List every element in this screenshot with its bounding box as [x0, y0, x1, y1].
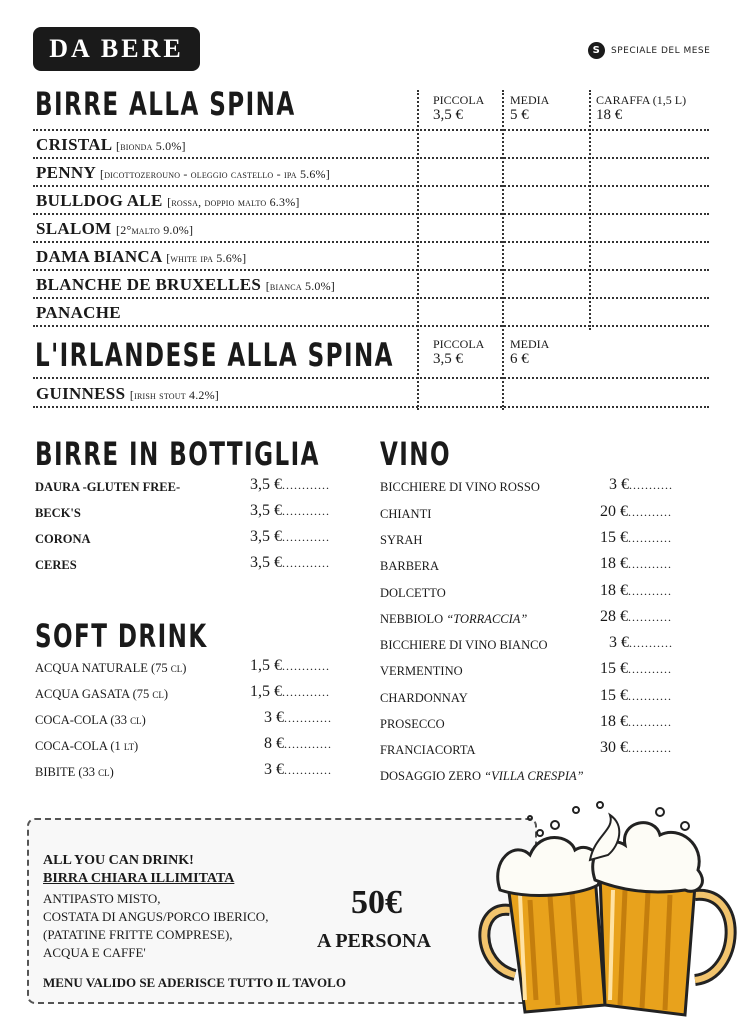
list-item: BECK'S [35, 506, 81, 520]
list-item: BARBERA [380, 559, 440, 573]
leader-dots: ............ [284, 711, 332, 725]
list-item: BIBITE (33 cl) [35, 765, 114, 779]
list-price: 3,5 € [250, 502, 282, 519]
irish-col-small [433, 337, 484, 367]
list-item: CHIANTI [380, 507, 432, 521]
list-price: 15 € [600, 660, 628, 677]
list-item: VERMENTINO [380, 664, 463, 678]
table-row [33, 379, 709, 408]
list-item: DOSAGGIO ZERO “VILLA CRESPIA” [380, 769, 584, 783]
leader-dots: ............ [284, 737, 332, 751]
beer-name: PANACHE [36, 303, 121, 322]
promo-headline: ALL YOU CAN DRINK! [43, 853, 194, 868]
beer-desc: [irish stout 4.2%] [129, 388, 220, 402]
list-item: BICCHIERE DI VINO BIANCO [380, 638, 548, 652]
list-item: BICCHIERE DI VINO ROSSO [380, 480, 540, 494]
list-price: 3,5 € [250, 476, 282, 493]
list-price: 3 € [609, 634, 629, 651]
table-row [33, 299, 709, 327]
list-item: COCA-COLA (33 cl) [35, 713, 146, 727]
list-price: 3 € [264, 709, 284, 726]
leader-dots: ........... [628, 505, 672, 519]
beer-name: SLALOM [36, 219, 112, 238]
promo-menu-line: ACQUA E CAFFE' [43, 945, 146, 960]
wine-sub: “VILLA CRESPIA” [484, 769, 584, 783]
col-label: MEDIA [510, 93, 550, 107]
list-price: 1,5 € [250, 657, 282, 674]
list-price: 8 € [264, 735, 284, 752]
beer-desc: [rossa, doppio malto 6.3%] [167, 195, 300, 209]
list-item: NEBBIOLO “TORRACCIA” [380, 612, 528, 626]
leader-dots: ........... [628, 557, 672, 571]
leader-dots: ............ [284, 763, 332, 777]
list-price: 15 € [600, 687, 628, 704]
leader-dots: ........... [628, 584, 672, 598]
col-price: 5 € [510, 107, 529, 123]
special-label: SPECIALE DEL MESE [611, 45, 711, 56]
list-item: ACQUA NATURALE (75 cl) [35, 661, 187, 675]
leader-dots: ........... [628, 662, 672, 676]
section-badge: DA BERE [33, 27, 200, 71]
list-price: 3,5 € [250, 528, 282, 545]
col-label: CARAFFA (1,5 L) [596, 93, 687, 107]
list-price: 18 € [600, 555, 628, 572]
promo-box [27, 818, 537, 1004]
list-item: FRANCIACORTA [380, 743, 476, 757]
list-item: CERES [35, 558, 77, 572]
table-row [33, 131, 709, 159]
list-item: ACQUA GASATA (75 cl) [35, 687, 169, 701]
list-price: 18 € [600, 713, 628, 730]
irish-header-row [33, 327, 709, 379]
leader-dots: ........... [629, 478, 673, 492]
list-item: DAURA -GLUTEN FREE- [35, 480, 181, 494]
col-price: 6 € [510, 351, 529, 367]
leader-dots: ........... [628, 689, 672, 703]
col-price: 3,5 € [433, 351, 463, 367]
col-price: 18 € [596, 107, 623, 123]
list-price: 30 € [600, 739, 628, 756]
leader-dots: ........... [628, 741, 672, 755]
beer-name: GUINNESS [36, 384, 126, 403]
leader-dots: ........... [628, 715, 672, 729]
table-row [33, 271, 709, 299]
beer-desc: [2°malto 9.0%] [116, 223, 194, 237]
beer-name: DAMA BIANCA [36, 247, 162, 266]
leader-dots: ........... [628, 531, 672, 545]
beer-name: BLANCHE DE BRUXELLES [36, 275, 262, 294]
draft-beer-table [33, 84, 709, 409]
list-item: SYRAH [380, 533, 423, 547]
bottled-title: BIRRE IN BOTTIGLIA [35, 435, 320, 473]
promo-menu-line: (PATATINE FRITTE COMPRESE), [43, 927, 233, 942]
list-price: 1,5 € [250, 683, 282, 700]
table-row [33, 243, 709, 271]
beer-name: BULLDOG ALE [36, 191, 163, 210]
list-price: 3,5 € [250, 554, 282, 571]
special-legend [588, 42, 710, 59]
wine-title: VINO [380, 435, 452, 473]
beer-desc: [white ipa 5.6%] [166, 251, 247, 265]
irish-col-medium [510, 337, 549, 367]
promo-price: 50€ [351, 884, 402, 921]
promo-menu-line: COSTATA DI ANGUS/PORCO IBERICO, [43, 909, 269, 924]
leader-dots: ........... [628, 610, 672, 624]
draft-header-row [33, 84, 709, 131]
col-label: PICCOLA [433, 337, 485, 351]
promo-subheadline: BIRRA CHIARA ILLIMITATA [43, 871, 235, 886]
leader-dots: ............ [282, 530, 330, 544]
leader-dots: ........... [629, 636, 673, 650]
table-row [33, 159, 709, 187]
special-s-icon: S [588, 42, 605, 59]
wine-sub: “TORRACCIA” [446, 612, 528, 626]
beer-desc: [dicottozerouno - oleggio castello - ipa 5.6%] [100, 167, 330, 181]
list-price: 18 € [600, 582, 628, 599]
table-row [33, 187, 709, 215]
col-price: 3,5 € [433, 107, 463, 123]
list-price: 3 € [609, 476, 629, 493]
list-price: 15 € [600, 529, 628, 546]
draft-title: BIRRE ALLA SPINA [35, 85, 296, 123]
list-price: 28 € [600, 608, 628, 625]
leader-dots: ............ [282, 659, 330, 673]
list-item: CORONA [35, 532, 91, 546]
list-item: DOLCETTO [380, 586, 446, 600]
list-price: 20 € [600, 503, 628, 520]
soft-title: SOFT DRINK [35, 617, 208, 655]
beer-desc: [bionda 5.0%] [116, 139, 186, 153]
list-item: PROSECCO [380, 717, 445, 731]
leader-dots: ............ [282, 504, 330, 518]
beer-name: PENNY [36, 163, 96, 182]
leader-dots: ............ [282, 478, 330, 492]
beer-desc: [bianca 5.0%] [265, 279, 335, 293]
leader-dots: ............ [282, 685, 330, 699]
beer-mugs-icon [470, 800, 740, 1022]
list-item: COCA-COLA (1 lt) [35, 739, 139, 753]
irish-title: L'IRLANDESE ALLA SPINA [35, 336, 394, 374]
promo-menu-line: ANTIPASTO MISTO, [43, 891, 161, 906]
col-label: MEDIA [510, 337, 550, 351]
beer-name: CRISTAL [36, 135, 112, 154]
table-row [33, 215, 709, 243]
col-label: PICCOLA [433, 93, 485, 107]
promo-note: MENU VALIDO SE ADERISCE TUTTO IL TAVOLO [43, 975, 346, 990]
leader-dots: ............ [282, 556, 330, 570]
list-item: CHARDONNAY [380, 691, 468, 705]
list-price: 3 € [264, 761, 284, 778]
promo-per-person: A PERSONA [317, 930, 431, 952]
